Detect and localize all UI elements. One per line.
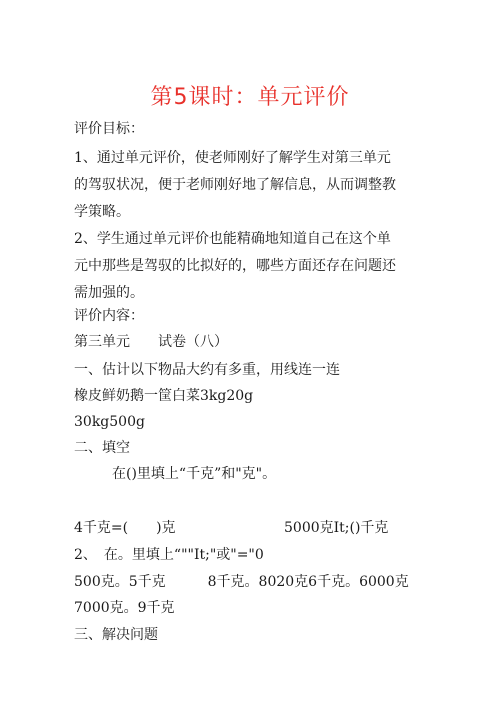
question-items-line: 橡皮鲜奶鹅一筐白菜3kg20g xyxy=(74,388,254,404)
instruction-line: 在()里填上“千克”和"克"。 xyxy=(112,466,277,482)
paragraph-line: 2、学生通过单元评价也能精确地知道自己在这个单 xyxy=(74,231,391,247)
lesson-title: 第5课时：单元评价 xyxy=(150,85,350,110)
question-heading-1: 一、估计以下物品大约有多重，用线连一连 xyxy=(74,362,340,378)
question-subheading: 2、 在。里填上“""It;"或"="0 xyxy=(74,547,264,563)
paragraph-line: 1、通过单元评价，使老师刚好了解学生对第三单元 xyxy=(74,150,391,166)
paragraph-line: 的驾驭状况，便于老师刚好地了解信息，从而调整教 xyxy=(74,177,396,193)
section-heading-goals: 评价目标： xyxy=(74,121,144,137)
paragraph-line: 元中那些是驾驭的比拟好的，哪些方面还存在问题还 xyxy=(74,258,396,274)
unit-test-heading: 第三单元 试卷（八） xyxy=(74,334,228,350)
question-heading-3: 三、解决问题 xyxy=(74,627,158,643)
paragraph-line: 需加强的。 xyxy=(74,285,144,301)
section-heading-content: 评价内容： xyxy=(74,308,144,324)
compare-items-line: 500克。5千克 8千克。8020克6千克。6000克 xyxy=(74,574,409,590)
question-heading-2: 二、填空 xyxy=(74,440,130,456)
fill-blank-item: 4千克=( )克 xyxy=(74,520,176,536)
question-items-line: 30kg500g xyxy=(74,414,145,430)
paragraph-line: 学策略。 xyxy=(74,204,130,220)
compare-items-line: 7000克。9千克 xyxy=(74,600,175,616)
fill-blank-item: 5000克It;()千克 xyxy=(284,520,389,536)
